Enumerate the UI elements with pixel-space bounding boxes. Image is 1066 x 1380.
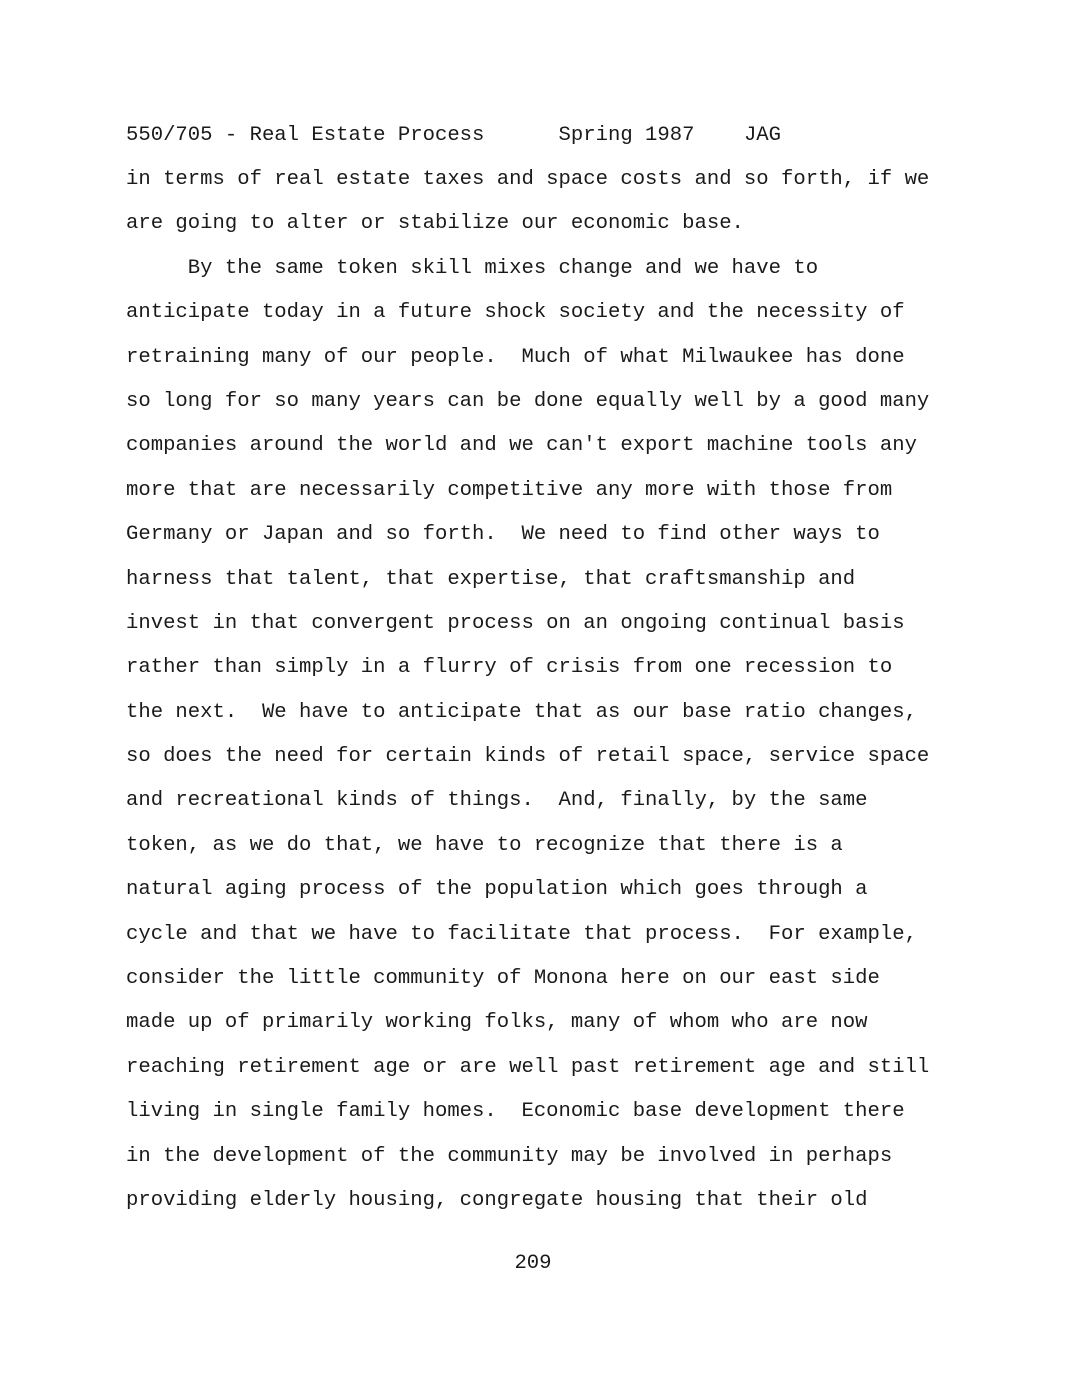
text-line: By the same token skill mixes change and we have to bbox=[126, 256, 819, 280]
text-line: reaching retirement age or are well past retirement age and still bbox=[126, 1055, 930, 1079]
text-line: rather than simply in a flurry of crisis from one recession to bbox=[126, 656, 893, 680]
text-line: cycle and that we have to facilitate that process. For example, bbox=[126, 922, 917, 946]
text-line: so does the need for certain kinds of retail space, service space bbox=[126, 745, 930, 769]
text-line: made up of primarily working folks, many of whom who are now bbox=[126, 1011, 868, 1035]
header-initials: JAG bbox=[743, 124, 782, 147]
text-line: Germany or Japan and so forth. We need to find other ways to bbox=[126, 523, 880, 547]
text-line: companies around the world and we can't export machine tools any bbox=[126, 434, 917, 458]
page-number: 209 bbox=[514, 1252, 552, 1275]
text-line: providing elderly housing, congregate housing that their old bbox=[126, 1188, 868, 1212]
text-line: natural aging process of the population which goes through a bbox=[126, 878, 868, 902]
text-line: more that are necessarily competitive any more with those from bbox=[126, 478, 893, 502]
text-line: and recreational kinds of things. And, finally, by the same bbox=[126, 789, 868, 813]
text-line: token, as we do that, we have to recognize that there is a bbox=[126, 833, 843, 857]
text-line: in terms of real estate taxes and space costs and so forth, if we bbox=[126, 168, 930, 191]
text-line: the next. We have to anticipate that as our base ratio changes, bbox=[126, 700, 917, 724]
header-course: 550/705 - Real Estate Process bbox=[126, 124, 485, 147]
text-line: so long for so many years can be done equally well by a good many bbox=[126, 389, 930, 413]
text-line: are going to alter or stabilize our economic base. bbox=[126, 212, 744, 236]
text-line: living in single family homes. Economic base development there bbox=[126, 1100, 905, 1124]
header-term: Spring 1987 bbox=[558, 124, 695, 147]
text-line: anticipate today in a future shock society and the necessity of bbox=[126, 301, 905, 325]
body-text bbox=[126, 166, 956, 1231]
text-line: in the development of the community may be involved in perhaps bbox=[126, 1144, 893, 1168]
text-line: retraining many of our people. Much of what Milwaukee has done bbox=[126, 345, 905, 369]
text-line: invest in that convergent process on an ongoing continual basis bbox=[126, 611, 905, 635]
page-header bbox=[126, 122, 781, 150]
text-line: harness that talent, that expertise, that craftsmanship and bbox=[126, 567, 856, 591]
text-line: consider the little community of Monona here on our east side bbox=[126, 967, 880, 991]
